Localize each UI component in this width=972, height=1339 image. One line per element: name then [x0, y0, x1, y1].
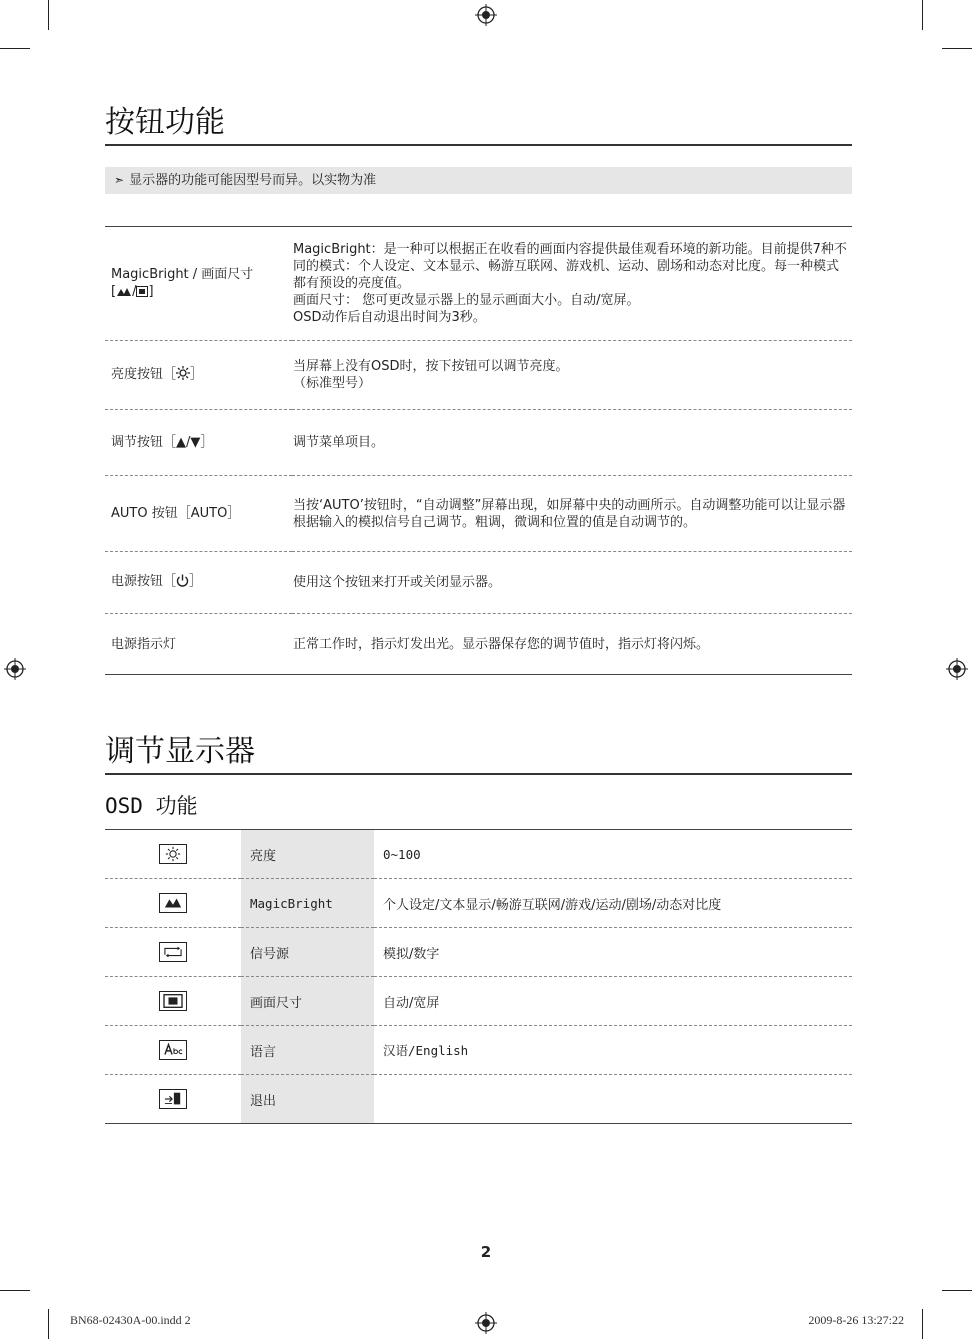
table-row — [105, 227, 852, 341]
row-name: 语言 — [241, 1026, 374, 1075]
table-row — [105, 1026, 852, 1075]
section-title-button-functions: 按钮功能 — [105, 104, 852, 146]
language-icon — [159, 1040, 187, 1060]
row-key — [105, 552, 292, 614]
row-key: MagicBright / 画面尺寸 [ / ] — [105, 227, 292, 341]
table-row — [105, 1075, 852, 1124]
description-line: 调节菜单项目。 — [293, 435, 385, 450]
row-icon-cell — [105, 1026, 241, 1075]
description-line: 当屏幕上没有OSD时，按下按钮可以调节亮度。 — [293, 359, 569, 374]
table-row — [105, 410, 852, 476]
row-icon-cell — [105, 879, 241, 928]
row-value: 个人设定/文本显示/畅游互联网/游戏/运动/剧场/动态对比度 — [374, 879, 852, 928]
row-name: 画面尺寸 — [241, 977, 374, 1026]
row-key: 电源指示灯 — [105, 614, 292, 675]
row-name: 亮度 — [241, 830, 374, 879]
button-function-table — [105, 226, 852, 675]
row-key-label: MagicBright / 画面尺寸 — [111, 266, 254, 282]
row-key: 调节按钮［▲/▼］ — [105, 410, 292, 476]
table-row — [105, 614, 852, 675]
footer-file-name: BN68-02430A-00.indd 2 — [70, 1313, 191, 1327]
magicbright-icon — [116, 285, 132, 302]
row-icon-cell — [105, 830, 241, 879]
row-description — [292, 341, 852, 410]
row-description — [292, 227, 852, 341]
table-row — [105, 977, 852, 1026]
row-description — [292, 614, 852, 675]
row-description — [292, 410, 852, 476]
row-value: 自动/宽屏 — [374, 977, 852, 1026]
crop-mark — [48, 1309, 49, 1339]
bracket: ］ — [190, 366, 204, 382]
registration-mark-icon — [4, 658, 26, 680]
crop-mark — [0, 1290, 30, 1291]
table-row — [105, 341, 852, 410]
crop-mark — [942, 48, 972, 49]
row-value — [374, 1075, 852, 1124]
crop-mark — [0, 48, 30, 49]
description-line: 使用这个按钮来打开或关闭显示器。 — [293, 575, 502, 590]
row-value: 汉语/English — [374, 1026, 852, 1075]
description-line: MagicBright：是一种可以根据正在收看的画面内容提供最佳观看环境的新功能。目前提供7种不同的模式：个人设定、文本显示、畅游互联网、游戏机、运动、剧场和动态对比度。每一种模式都有预设的亮度值。 — [293, 242, 847, 291]
source-icon — [159, 942, 187, 962]
bracket: [ — [111, 283, 117, 299]
description-line: 当按‘AUTO’按钮时，“自动调整”屏幕出现，如屏幕中央的动画所示。自动调整功能可以让显示器根据输入的模拟信号自己调节。粗调，微调和位置的值是自动调节的。 — [293, 497, 846, 530]
registration-mark-icon — [475, 1312, 497, 1334]
osd-subtitle: OSD 功能 — [105, 794, 198, 818]
note-bar — [105, 167, 852, 194]
bracket: ］ — [189, 574, 203, 589]
section-title-adjust-monitor: 调节显示器 — [105, 733, 852, 775]
crop-mark — [48, 0, 49, 30]
note-text: 显示器的功能可能因型号而异。以实物为准 — [129, 173, 377, 188]
magicbright-icon — [159, 893, 187, 913]
registration-mark-icon — [475, 4, 497, 26]
row-value: 0~100 — [383, 846, 421, 862]
crop-mark — [942, 1290, 972, 1291]
row-value: 模拟/数字 — [374, 928, 852, 977]
row-description — [292, 476, 852, 552]
row-key: AUTO 按钮［AUTO］ — [105, 476, 292, 552]
row-name: 退出 — [241, 1075, 374, 1124]
description-line: （标准型号） — [293, 376, 372, 391]
bracket: ] — [148, 283, 154, 299]
power-icon — [176, 574, 189, 592]
row-name: MagicBright — [241, 879, 374, 928]
page-number: 2 — [480, 1243, 492, 1261]
arrow-right-icon: ➣ — [114, 173, 125, 187]
footer-timestamp: 2009-8-26 13:27:22 — [808, 1313, 904, 1327]
row-key — [105, 341, 292, 410]
row-key-label: 电源按钮［ — [111, 574, 177, 589]
description-line: 画面尺寸： 您可更改显示器上的显示画面大小。自动/宽屏。 — [293, 293, 640, 308]
registration-mark-icon — [946, 658, 968, 680]
image-size-icon — [159, 991, 187, 1011]
row-icon-cell — [105, 1075, 241, 1124]
row-description — [292, 552, 852, 614]
row-name: 信号源 — [241, 928, 374, 977]
crop-mark — [922, 0, 923, 30]
brightness-icon — [176, 366, 190, 385]
table-row — [105, 476, 852, 552]
row-key-label: 亮度按钮［ — [111, 366, 177, 382]
osd-function-table — [105, 829, 852, 1124]
image-size-icon — [136, 285, 148, 302]
crop-mark — [922, 1309, 923, 1339]
brightness-icon — [159, 844, 187, 864]
row-icon-cell — [105, 928, 241, 977]
exit-icon — [159, 1089, 187, 1109]
table-row — [105, 830, 852, 879]
table-row — [105, 879, 852, 928]
table-row — [105, 552, 852, 614]
row-icon-cell — [105, 977, 241, 1026]
description-line: 正常工作时，指示灯发出光。显示器保存您的调节值时，指示灯将闪烁。 — [293, 636, 710, 652]
table-row — [105, 928, 852, 977]
description-line: OSD动作后自动退出时间为3秒。 — [293, 310, 486, 325]
